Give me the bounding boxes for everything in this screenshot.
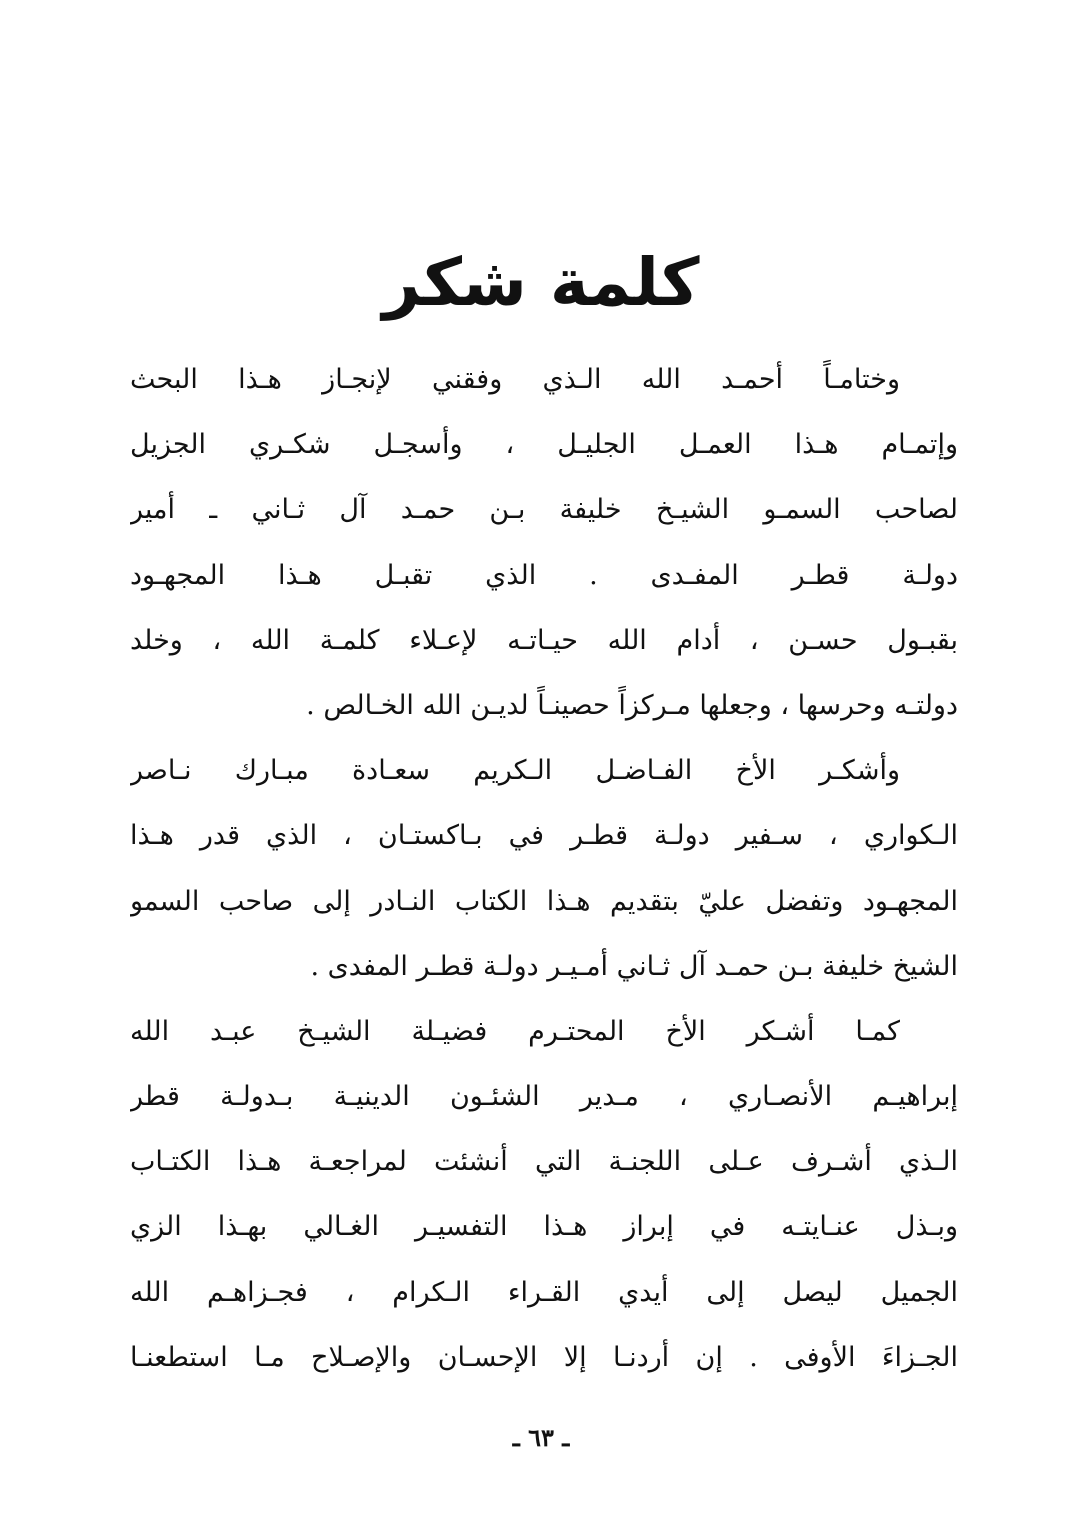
text-line: لصاحب السمـو الشيـخ خليفة بـن حمـد آل ثـاني ـ أمير (130, 494, 958, 526)
text-line: المجهـود وتفضل عليّ بتقديم هـذا الكتاب النـادر إلى صاحب السمو (130, 885, 958, 917)
page-title: كلمة شكر (382, 244, 700, 321)
text-line: وأشكـر الأخ الفـاضـل الـكريم سعـادة مبـارك نـاصر (130, 755, 900, 787)
text-line: إبراهيـم الأنصـاري ، مـدير الشئـون الدينيـة بـدولـة قطر (130, 1081, 958, 1113)
text-line: الـكواري ، سـفير دولـة قطـر في بـاكستـان ، الذي قدر هـذا (130, 820, 958, 852)
text-line: دولـة قطـر المفـدى . الذي تقبـل هـذا المجهـود (130, 559, 958, 591)
text-line: الشيخ خليفة بـن حمـد آل ثـاني أمـيـر دولـة قطـر المفدى . (310, 950, 958, 982)
text-line: الجميل ليصل إلى أيدي القـراء الـكرام ، فجـزاهـم الله (130, 1276, 958, 1308)
text-line: وختامـاً أحمـد الله الـذي وفقني لإنجـاز هـذا البحث (130, 364, 900, 395)
page-number: ـ ٦٣ ـ (512, 1423, 570, 1452)
body-text (130, 347, 958, 1390)
text-line: الـذي أشـرف عـلى اللجنـة التي أنشئت لمراجعـة هـذا الكتـاب (130, 1146, 958, 1178)
text-line: كمـا أشـكر الأخ المحتـرم فضيـلة الشيـخ عبـد الله (130, 1015, 900, 1047)
text-line: وبـذل عنـايتـه في إبراز هـذا التفسيـر الغـالي بهـذا الزي (130, 1211, 958, 1243)
text-line: الجـزاءَ الأوفى . إن أردنـا إلا الإحسـان والإصـلاح مـا استطعنـا (130, 1341, 958, 1373)
text-line: وإتمـام هـذا العمـل الجليـل ، وأسجـل شكـري الجزيل (130, 429, 958, 461)
text-line: بقبـول حسـن ، أدام الله حيـاتـه لإعـلاء كلمـة الله ، وخلد (130, 624, 958, 656)
text-line: دولتـه وحرسها ، وجعلها مـركزاً حصينـاً لديـن الله الخـالص . (306, 689, 958, 721)
